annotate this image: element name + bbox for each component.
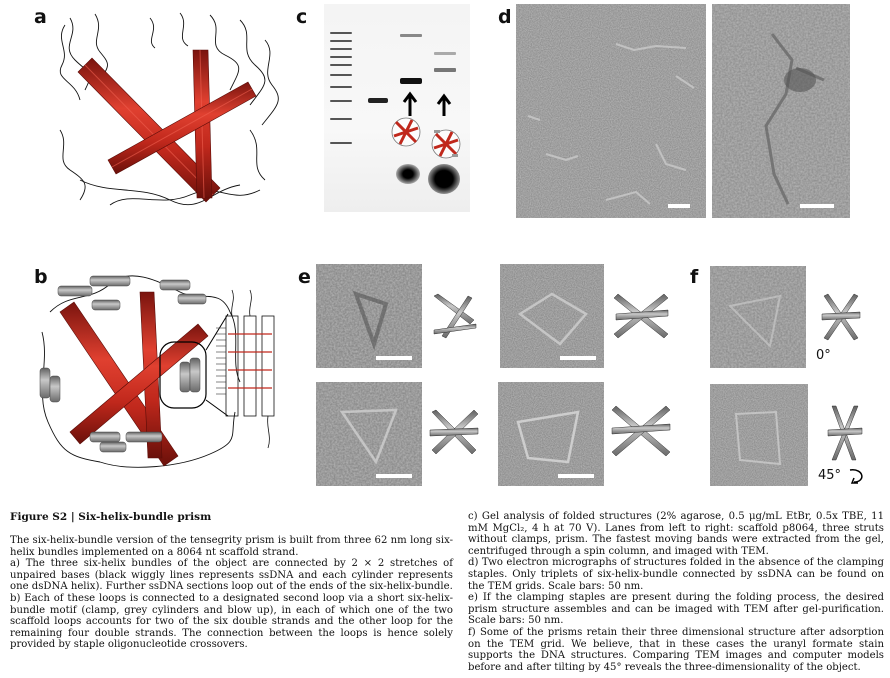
prism-model-e2 (610, 290, 672, 342)
clamp-blowup-diagram (216, 290, 274, 448)
rotation-arrow-icon (846, 464, 868, 486)
figure-caption-title: Figure S2 | Six-helix-bundle prism (10, 511, 212, 523)
caption-part-f: f) Some of the prisms retain their three dimensional structure after adsorption on the TEM grid. We believe, that in these cases the uranyl formate stain supports the DNA structures. Comparing TEM images and computer models before and after tilting by 45° reveals the three-dimensionality of the object. (468, 626, 884, 673)
panel-label-f: f (690, 266, 699, 288)
panel-label-a: a (34, 6, 47, 28)
em-micrograph-e2 (500, 264, 604, 368)
em-micrograph-d-zoom (712, 4, 850, 218)
prism-model-f-0deg (818, 290, 864, 344)
em-micrograph-f-0deg (710, 266, 806, 368)
scale-bar-e1 (376, 356, 412, 360)
panel-label-c: c (296, 6, 308, 28)
scale-bar-e3 (376, 474, 412, 478)
prism-model-e4 (608, 400, 674, 462)
panel-b-prism-with-clamps (30, 272, 300, 477)
panel-label-e: e (298, 266, 311, 288)
gel-image (324, 4, 470, 212)
em-micrograph-e1 (316, 264, 422, 368)
caption-right-column (468, 511, 884, 673)
panel-label-d: d (498, 6, 512, 28)
em-micrograph-f-45deg (710, 384, 808, 486)
scale-bar-e2 (560, 356, 596, 360)
caption-left-column (10, 535, 453, 651)
scale-bar-d2 (800, 204, 834, 208)
caption-part-c: c) Gel analysis of folded structures (2% agarose, 0.5 μg/mL EtBr, 0.5x TBE, 11 mM MgCl₂, 4 h at 70 V). Lanes from left to right: scaffold p8064, three struts without clamps, prism. The fastest moving bands were extracted from the gel, centrifuged through a spin column, and imaged with TEM. (468, 511, 884, 557)
scale-bar-e4 (558, 474, 594, 478)
caption-part-e: e) If the clamping staples are present during the folding process, the desired prism structure assembles and can be imaged with TEM after gel-purification. Scale bars: 50 nm. (468, 592, 884, 627)
em-micrograph-e3 (316, 382, 422, 486)
scale-bar-d1 (668, 204, 690, 208)
tilt-angle-label-0: 0° (816, 348, 831, 363)
caption-intro: The six-helix-bundle version of the tensegrity prism is built from three 62 nm long six-helix bundles implemented on a 8064 nt scaffold strand. (10, 535, 453, 558)
prism-model-f-45deg (822, 402, 868, 464)
panel-label-b: b (34, 266, 48, 288)
gel-struts-model-icon (392, 118, 420, 146)
gel-prism-model-icon (432, 130, 460, 158)
caption-part-a: a) The three six-helix bundles of the object are connected by 2 × 2 stretches of unpaired bases (black wiggly lines represents ssDNA and each cylinder represents one dsDNA helix). Further ssDNA sections loop out of the ends of the six-helix-bundle. (10, 558, 453, 593)
caption-part-b: b) Each of these loops is connected to a designated second loop via a short six-helix-bundle motif (clamp, grey cylinders and blow up), in each of which one of the two scaffold loops accounts for two of the six double strands and the other loop for the remaining four double strands. The connection between the loops is hence solely provided by staple oligonucleotide crossovers. (10, 592, 453, 651)
em-micrograph-e4 (498, 382, 604, 486)
panel-a-bundle-model (50, 10, 280, 210)
caption-part-d: d) Two electron micrographs of structures folded in the absence of the clamping staples. Only triplets of six-helix-bundle connected by ssDNA can be found on the TEM grids. Scale bars: 50 nm. (468, 557, 884, 592)
prism-model-e3 (426, 404, 482, 460)
tilt-angle-label-45: 45° (818, 468, 842, 483)
prism-model-e1 (428, 290, 480, 342)
em-micrograph-d-wide (516, 4, 706, 218)
